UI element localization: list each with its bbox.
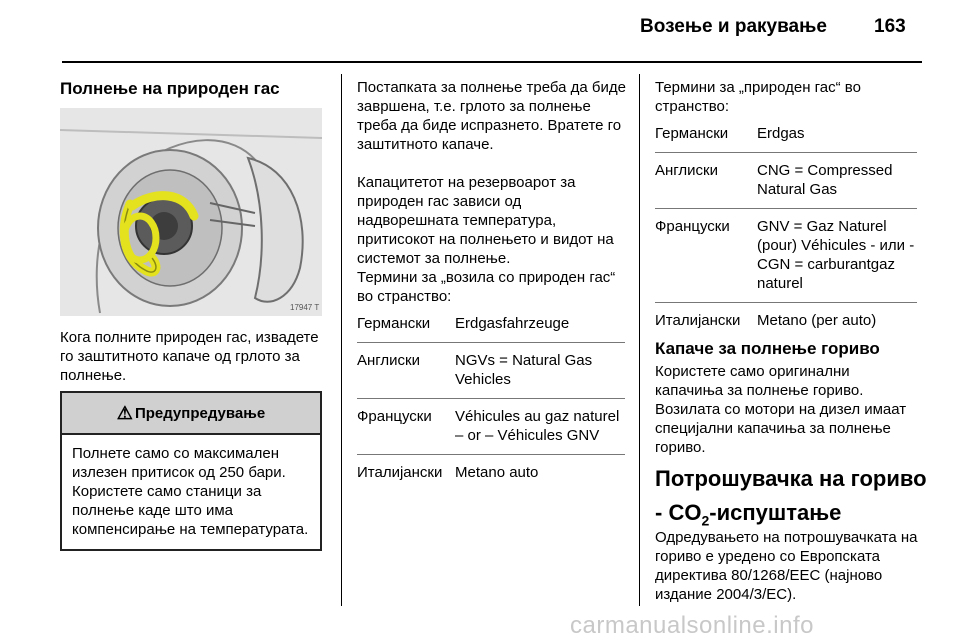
section-title-fuel-cap: Капаче за полнење гориво [655, 339, 880, 358]
term-value: Metano (per auto) [757, 303, 917, 340]
vehicle-terms-table [357, 306, 625, 491]
running-head: Возење и ракување [640, 16, 827, 37]
right-intro: Термини за „природен гас“ во странство: [655, 79, 861, 115]
warning-box [60, 391, 322, 551]
term-value: Metano auto [455, 455, 625, 492]
term-language: Германски [357, 315, 431, 332]
column-divider-right [639, 74, 640, 606]
section-title-fuel-consumption [655, 462, 935, 537]
term-language: Италијански [655, 303, 757, 340]
header-rule [62, 61, 922, 63]
table-row [357, 399, 625, 455]
term-value: NGVs = Natural Gas Vehicles [455, 343, 625, 399]
warning-title: Предупредување [134, 404, 266, 422]
table-row [655, 303, 917, 340]
term-language: Англиски [655, 153, 757, 209]
warning-triangle-icon: ⚠ [116, 402, 133, 423]
section-title-cng-filling: Полнење на природен гас [60, 79, 280, 98]
term-value: Véhicules au gaz naturel – or – Véhicules GNV [455, 399, 625, 455]
term-language: Англиски [357, 343, 455, 399]
fuel-filler-illustration [60, 108, 322, 316]
warning-header [62, 393, 320, 435]
table-row [357, 455, 625, 492]
table-row [655, 153, 917, 209]
table-row [655, 209, 917, 303]
term-value: Erdgasfahrzeuge [455, 315, 570, 332]
middle-paragraph-3: Термини за „возила со природен гас“ во странство: [357, 269, 616, 305]
middle-paragraph-2: Капацитетот на резервоарот за природен гас зависи од надворешната температура, притисокот на полнењето и видот на системот за полнење. [357, 174, 614, 267]
term-language: Германски [655, 125, 729, 142]
term-language: Француски [357, 399, 455, 455]
term-value: CNG = Compressed Natural Gas [757, 153, 917, 209]
term-value: GNV = Gaz Naturel (pour) Véhicules - или - CGN = carburantgaz naturel [757, 209, 917, 303]
table-row [357, 306, 625, 343]
figure-code: 17947 T [290, 303, 320, 312]
term-language: Француски [655, 209, 757, 303]
term-language: Италијански [357, 455, 455, 492]
left-paragraph: Кога полните природен гас, извадете го заштитното капаче од грлото за полнење. [60, 329, 319, 384]
fuel-cap-paragraph: Користете само оригинални капачиња за полнење гориво. Возилата со мотори на дизел имаат специјални капачиња за полнење гориво. [655, 363, 907, 456]
warning-text: Полнете само со максимален излезен притисок од 250 бари. Користете само станици за полнење каде што има компенсирање на температурата. [72, 445, 309, 538]
middle-paragraph-1: Постапката за полнење треба да биде завршена, т.е. грлото за полнење треба да биде испразнето. Вратете го заштитното капаче. [357, 79, 626, 153]
table-row [655, 116, 917, 153]
watermark: carmanualsonline.info [570, 612, 814, 639]
table-row [357, 343, 625, 399]
consumption-title-suffix: -испуштање [709, 500, 842, 525]
fuel-consumption-paragraph: Одредувањето на потрошувачката на гориво е уредено со Европската директива 80/1268/EEC (најново издание 2004/3/EC). [655, 529, 918, 603]
gas-terms-table [655, 116, 917, 339]
consumption-title-text: Потрошувачка на гориво - CO [655, 466, 927, 525]
consumption-title-subscript: 2 [701, 512, 710, 529]
fuel-filler-figure [60, 108, 322, 316]
page-number: 163 [874, 16, 906, 37]
term-value: Erdgas [757, 125, 805, 142]
column-divider-left [341, 74, 342, 606]
